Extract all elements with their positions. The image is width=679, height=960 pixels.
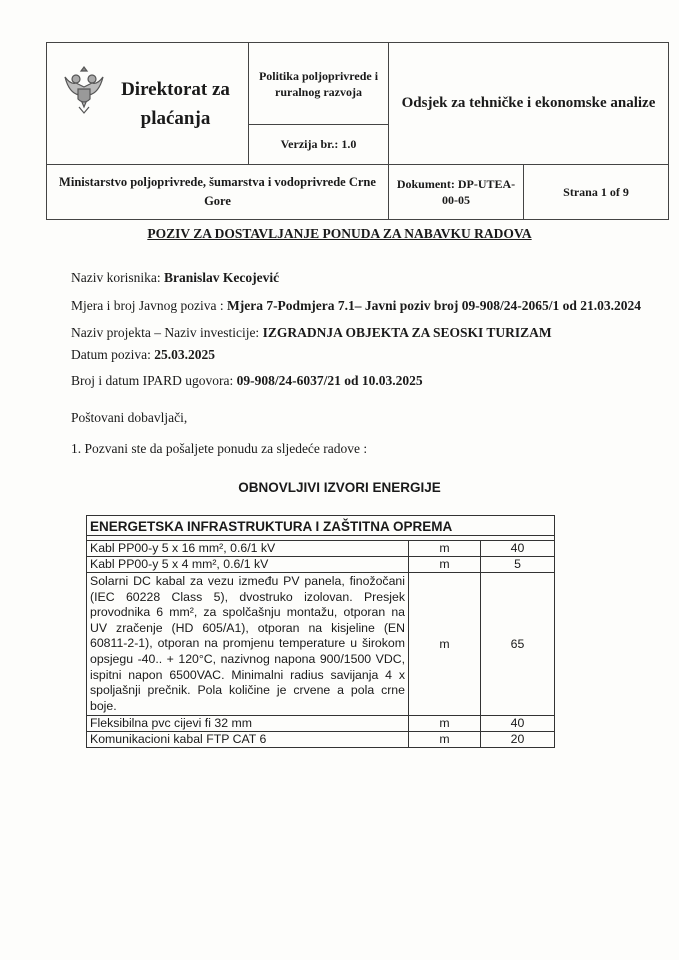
row-unit: m bbox=[409, 557, 481, 573]
date-value: 25.03.2025 bbox=[154, 347, 215, 362]
row-description: Fleksibilna pvc cijevi fi 32 mm bbox=[87, 716, 409, 732]
table-row bbox=[87, 541, 555, 557]
row-unit: m bbox=[409, 732, 481, 748]
works-table bbox=[86, 515, 555, 748]
beneficiary-line bbox=[71, 270, 279, 286]
ministry-cell bbox=[47, 165, 389, 220]
contract-value: 09-908/24-6037/21 od 10.03.2025 bbox=[236, 373, 423, 388]
institution-cell bbox=[47, 43, 249, 165]
row-description: Solarni DC kabal za vezu između PV panela, finožočani (IEC 60228 Class 5), dvostruko izolovan. Presjek provodnika 6 mm², za spolčašnju montažu, otporan na UV zračenje (HD 605/A1), otporan na kisjeline (EN 60811-2-1), otporan na promjenu temperature u širokom opsjegu -40.. + 120°C, nazivnog napona 900/1500 VDC, ispitni napon 6500VAC. Minimalni radius savijanja 4 x spoljašnji prečnik. Pola količine je crvene a pola crne boje. bbox=[87, 573, 409, 716]
measure-label: Mjera i broj Javnog poziva : bbox=[71, 298, 227, 313]
ministry-name: Ministarstvo poljoprivrede, šumarstva i vodoprivrede Crne Gore bbox=[59, 175, 376, 208]
version-cell bbox=[249, 125, 389, 165]
date-line bbox=[71, 347, 215, 363]
table-row bbox=[87, 716, 555, 732]
row-quantity: 40 bbox=[481, 541, 555, 557]
row-description: Kabl PP00-y 5 x 16 mm², 0.6/1 kV bbox=[87, 541, 409, 557]
row-description: Kabl PP00-y 5 x 4 mm², 0.6/1 kV bbox=[87, 557, 409, 573]
contract-line bbox=[71, 373, 423, 389]
table-row bbox=[87, 573, 555, 716]
row-quantity: 65 bbox=[481, 573, 555, 716]
table-row bbox=[87, 557, 555, 573]
project-label: Naziv projekta – Naziv investicije: bbox=[71, 325, 263, 340]
row-unit: m bbox=[409, 573, 481, 716]
project-line bbox=[71, 325, 552, 341]
beneficiary-label: Naziv korisnika: bbox=[71, 270, 164, 285]
row-unit: m bbox=[409, 716, 481, 732]
beneficiary-value: Branislav Kecojević bbox=[163, 270, 280, 285]
version-label: Verzija br.: 1.0 bbox=[280, 137, 357, 151]
policy-cell bbox=[249, 43, 389, 125]
institution-name: Direktorat za plaćanja bbox=[121, 78, 230, 129]
policy-name: Politika poljoprivrede i ruralnog razvoja bbox=[258, 68, 379, 99]
row-quantity: 5 bbox=[481, 557, 555, 573]
table-row bbox=[87, 732, 555, 748]
department-name: Odsjek za tehničke i ekonomske analize bbox=[401, 95, 656, 111]
point-1: 1. Pozvani ste da pošaljete ponudu za sljedeće radove : bbox=[71, 441, 368, 456]
row-description: Komunikacioni kabal FTP CAT 6 bbox=[87, 732, 409, 748]
group-title: ENERGETSKA INFRASTRUKTURA I ZAŠTITNA OPREMA bbox=[87, 516, 555, 536]
measure-value: Mjera 7-Podmjera 7.1– Javni poziv broj 09-908/24-2065/1 od 21.03.2024 bbox=[226, 298, 642, 313]
measure-line bbox=[71, 298, 641, 314]
project-value: IZGRADNJA OBJEKTA ZA SEOSKI TURIZAM bbox=[262, 325, 552, 340]
department-cell bbox=[389, 43, 669, 165]
page-number: Strana 1 of 9 bbox=[563, 184, 629, 199]
greeting: Poštovani dobavljači, bbox=[71, 410, 188, 425]
section-title: OBNOVLJIVI IZVORI ENERGIJE bbox=[238, 480, 441, 495]
date-label: Datum poziva: bbox=[71, 347, 155, 362]
row-quantity: 40 bbox=[481, 716, 555, 732]
coat-of-arms-icon bbox=[59, 63, 109, 115]
document-header bbox=[46, 42, 669, 220]
row-quantity: 20 bbox=[481, 732, 555, 748]
document-title: POZIV ZA DOSTAVLJANJE PONUDA ZA NABAVKU RADOVA bbox=[147, 226, 532, 241]
document-number: Dokument: DP-UTEA-00-05 bbox=[396, 177, 516, 207]
document-number-cell bbox=[389, 165, 524, 220]
page-number-cell bbox=[524, 165, 669, 220]
table-group-header bbox=[87, 516, 555, 536]
contract-label: Broj i datum IPARD ugovora: bbox=[71, 373, 237, 388]
row-unit: m bbox=[409, 541, 481, 557]
